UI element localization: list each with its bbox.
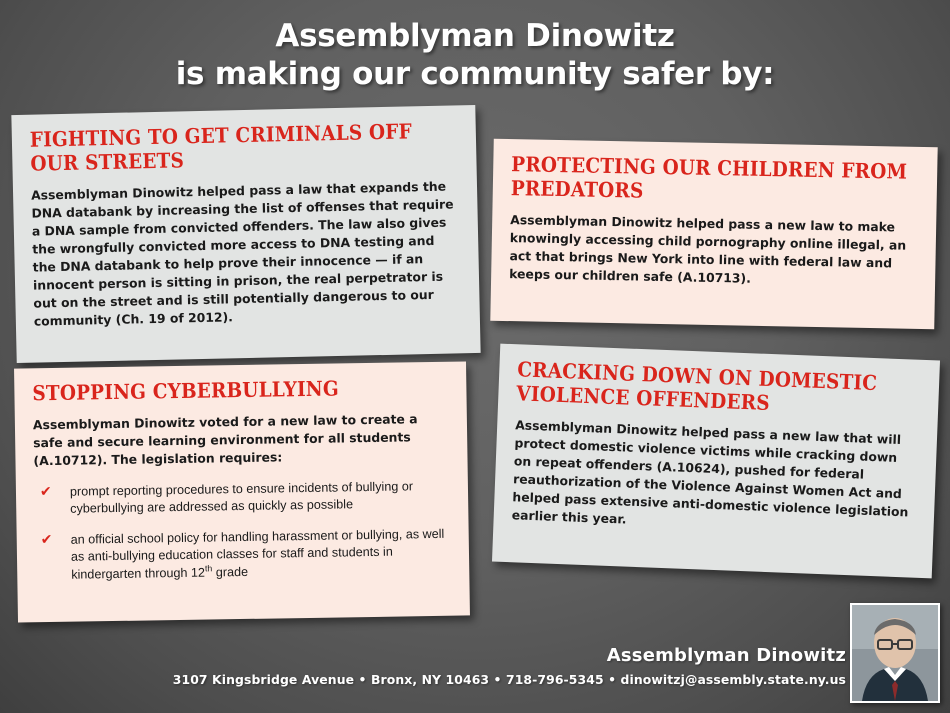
- list-item: [35, 526, 452, 585]
- footer-contact: 3107 Kingsbridge Avenue • Bronx, NY 10463 • 718-796-5345 • dinowitzj@assembly.state.ny.us: [172, 672, 846, 687]
- footer: [146, 645, 846, 687]
- card-title: CRACKING DOWN ON DOMESTIC VIOLENCE OFFENDERS: [516, 357, 878, 415]
- card-title: PROTECTING OUR CHILDREN FROM PREDATORS: [510, 152, 908, 203]
- check-icon: ✔: [39, 484, 52, 501]
- check-icon: ✔: [40, 532, 53, 549]
- list-item: [34, 478, 450, 519]
- card-body: Assemblyman Dinowitz helped pass a new law that will protect domestic violence victims while cracking down on repeat offenders (A.10624), pushed for federal reauthorization of the Violence Against Women Act and helped pass extensive anti-domestic violence legislation earlier this year.: [511, 416, 909, 527]
- list-item-text: prompt reporting procedures to ensure incidents of bullying or cyberbullying are addressed as quickly as possible: [69, 479, 414, 516]
- card-body: Assemblyman Dinowitz voted for a new law to create a safe and secure learning environment for all students (A.10712). The legislation requires:: [32, 410, 418, 469]
- bullet-list: [34, 478, 452, 585]
- card-protecting-children: [490, 139, 937, 329]
- card-fighting-criminals: [11, 105, 480, 363]
- card-body: Assemblyman Dinowitz helped pass a law that expands the DNA databank by increasing the list of offenses that require a DNA sample from convicted offenders. The law also gives the wrongfully convicted more access to DNA testing and the DNA databank to help prove their innocence — if an innocent person is sitting in prison, the real perpetrator is out on the street and is still potentially dangerous to our community (Ch. 19 of 2012).: [30, 178, 454, 329]
- card-body: Assemblyman Dinowitz helped pass a new law to make knowingly accessing child pornography online illegal, an act that brings New York into line with federal law and keeps our children safe (A.10713).: [509, 211, 907, 286]
- card-title: FIGHTING TO GET CRIMINALS OFF OUR STREETS: [29, 119, 413, 176]
- avatar: [850, 603, 940, 703]
- list-item-text: an official school policy for handling harassment or bullying, as well as anti-bullying education classes for staff and students in kindergarten through 12th grade: [70, 526, 445, 582]
- card-title: STOPPING CYBERBULLYING: [32, 376, 340, 406]
- card-stopping-cyberbullying: [14, 361, 470, 622]
- footer-name: Assemblyman Dinowitz: [606, 645, 846, 666]
- portrait-photo: [852, 605, 938, 701]
- headline-line-2: is making our community safer by:: [175, 55, 775, 92]
- page-title: [0, 18, 950, 94]
- card-domestic-violence: [492, 344, 940, 579]
- headline-line-1: Assemblyman Dinowitz: [275, 18, 675, 54]
